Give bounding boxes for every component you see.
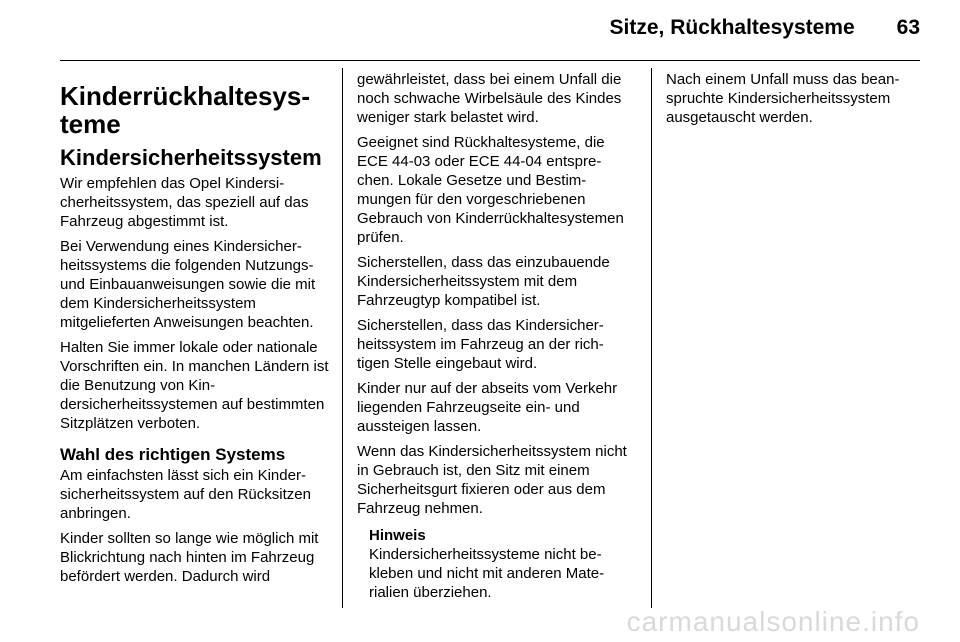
paragraph: Wenn das Kindersicherheitssystem nicht in Gebrauch ist, den Sitz mit einem Sicherheitsgurt fixieren oder aus dem Fahrzeug nehmen. xyxy=(357,443,627,517)
paragraph: Sicherstellen, dass das einzubauende Kindersicherheitssystem mit dem Fahrzeugtyp kompatibel ist. xyxy=(357,254,610,309)
paragraph: Kinder nur auf der abseits vom Verkehr liegenden Fahrzeugseite ein- und aussteigen lassen. xyxy=(357,380,618,435)
note-box xyxy=(357,526,627,602)
column-3 xyxy=(666,70,936,133)
paragraph: Geeignet sind Rückhaltesysteme, die ECE 44-03 oder ECE 44-04 entsprechen. Lokale Gesetze und Bestimmungen für den vorgeschriebenen Gebrauch von Kinderrückhaltesystemen prüfen. xyxy=(357,134,624,246)
section-title: Sitze, Rückhaltesysteme xyxy=(609,16,855,39)
column-divider xyxy=(651,68,652,608)
paragraph: gewährleistet, dass bei einem Unfall die noch schwache Wirbelsäule des Kindes weniger stark belastet wird. xyxy=(357,71,622,126)
paragraph: Halten Sie immer lokale oder nationale Vorschriften ein. In manchen Ländern ist die Benutzung von Kindersicherheitssystemen auf bestimmten Sitzplätzen verboten. xyxy=(60,339,329,432)
chapter-subtitle: Kindersicherheitssystem xyxy=(60,145,322,170)
page-header xyxy=(610,16,920,40)
chapter-title: Kinderrückhaltesysteme xyxy=(60,81,310,139)
page-number: 63 xyxy=(896,16,920,39)
paragraph: Kinder sollten so lange wie möglich mit Blickrichtung nach hinten im Fahrzeug befördert werden. Dadurch wird xyxy=(60,530,319,585)
note-title: Hinweis xyxy=(369,527,426,544)
column-2 xyxy=(357,70,627,602)
paragraph: Wir empfehlen das Opel Kindersicherheitssystem, das speziell auf das Fahrzeug abgestimmt ist. xyxy=(60,175,309,230)
column-1 xyxy=(60,70,330,592)
paragraph: Nach einem Unfall muss das beanspruchte Kindersicherheitssystem ausgetauscht werden. xyxy=(666,71,900,126)
paragraph: Am einfachsten lässt sich ein Kindersicherheitssystem auf den Rücksitzen anbringen. xyxy=(60,467,311,522)
paragraph: Bei Verwendung eines Kindersicherheitssystems die folgenden Nutzungs- und Einbauanweisungen sowie die mit dem Kindersicherheitssystem mitgelieferten Anweisungen beachten. xyxy=(60,238,316,331)
watermark: carmanualsonline.info xyxy=(626,606,920,637)
header-rule xyxy=(60,60,920,61)
paragraph: Sicherstellen, dass das Kindersicherheitssystem im Fahrzeug an der richtigen Stelle eingebaut wird. xyxy=(357,317,604,372)
section-heading: Wahl des richtigen Systems xyxy=(60,445,286,464)
note-text: Kindersicherheitssysteme nicht bekleben und nicht mit anderen Materialien überziehen. xyxy=(369,546,605,601)
column-divider xyxy=(342,68,343,608)
